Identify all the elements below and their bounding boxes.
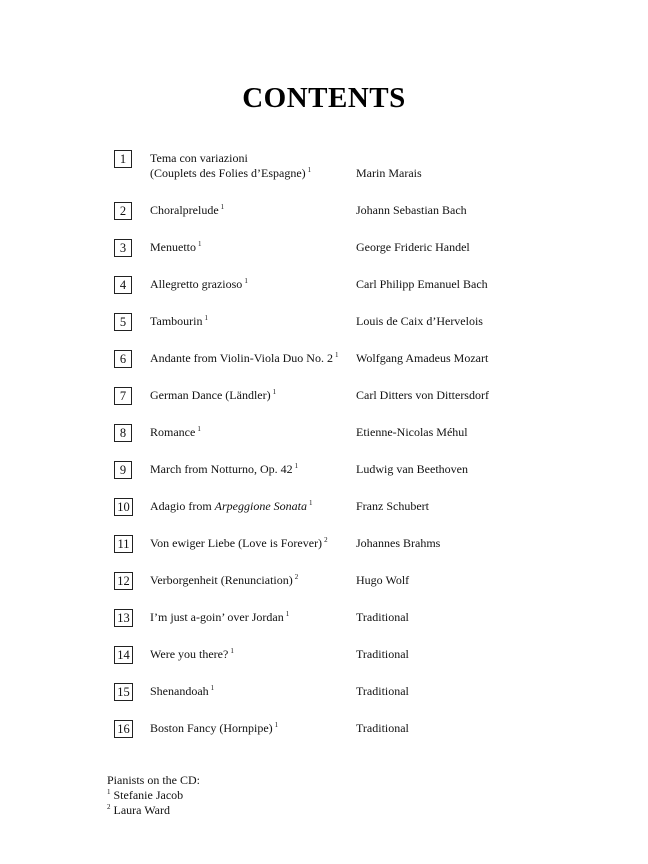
toc-entry xyxy=(114,237,614,274)
composer-name: Marin Marais xyxy=(356,166,422,180)
toc-entry xyxy=(114,385,614,422)
footnote-mark: 2 xyxy=(107,803,111,811)
toc-entry xyxy=(114,718,614,755)
work-title xyxy=(150,462,298,477)
toc-entry xyxy=(114,607,614,644)
work-title xyxy=(150,647,234,662)
composer-name: Ludwig van Beethoven xyxy=(356,462,468,476)
work-title-text: Andante from Violin-Viola Duo No. 2 xyxy=(150,351,333,365)
track-number: 4 xyxy=(114,276,132,294)
toc-entry xyxy=(114,200,614,237)
toc-entry xyxy=(114,681,614,718)
work-title-text: Shenandoah xyxy=(150,684,209,698)
contents-list xyxy=(114,148,614,755)
track-number: 8 xyxy=(114,424,132,442)
pianist-note: 1 xyxy=(204,314,208,322)
work-title-text: Were you there? xyxy=(150,647,229,661)
track-number: 6 xyxy=(114,350,132,368)
pianist-note: 1 xyxy=(285,610,290,618)
toc-entry xyxy=(114,311,614,348)
work-title-text: Von ewiger Liebe (Love is Forever) xyxy=(150,536,323,550)
work-title xyxy=(150,610,289,625)
work-title xyxy=(150,277,248,292)
track-number: 15 xyxy=(114,683,133,701)
work-title-italic: Arpeggione Sonata xyxy=(214,499,307,513)
work-title-line2: (Couplets des Folies d’Espagne) xyxy=(150,166,306,180)
footnote-item xyxy=(107,803,200,818)
pianist-note: 1 xyxy=(198,240,202,248)
work-title xyxy=(150,314,208,329)
track-number: 12 xyxy=(114,572,133,590)
pianist-note: 1 xyxy=(244,277,248,285)
work-title xyxy=(150,499,312,514)
work-title-prefix: Adagio from xyxy=(150,499,215,513)
toc-entry xyxy=(114,459,614,496)
composer-name: Carl Philipp Emanuel Bach xyxy=(356,277,488,291)
work-title xyxy=(150,721,278,736)
footnote-mark: 1 xyxy=(107,788,111,796)
composer-name: Carl Ditters von Dittersdorf xyxy=(356,388,489,402)
pianist-note: 1 xyxy=(220,203,225,211)
pianist-note: 1 xyxy=(334,351,339,359)
work-title xyxy=(150,573,298,588)
composer-name: Johann Sebastian Bach xyxy=(356,203,467,217)
toc-entry xyxy=(114,570,614,607)
track-number: 16 xyxy=(114,720,133,738)
composer-name: Traditional xyxy=(356,647,409,661)
track-number: 2 xyxy=(114,202,132,220)
composer-name: Traditional xyxy=(356,610,409,624)
pianist-note: 1 xyxy=(272,388,277,396)
work-title-text: Tambourin xyxy=(150,314,203,328)
footnote-item xyxy=(107,788,200,803)
track-number: 7 xyxy=(114,387,132,405)
pianist-note: 2 xyxy=(324,536,328,544)
pianist-name: Stefanie Jacob xyxy=(113,788,184,802)
work-title-text: I’m just a-goin’ over Jordan xyxy=(150,610,284,624)
pianist-note: 1 xyxy=(307,166,312,174)
work-title-text: German Dance (Ländler) xyxy=(150,388,271,402)
work-title xyxy=(150,684,214,699)
work-title-text: Menuetto xyxy=(150,240,196,254)
toc-entry xyxy=(114,496,614,533)
composer-name: Wolfgang Amadeus Mozart xyxy=(356,351,489,365)
pianist-note: 1 xyxy=(197,425,201,433)
work-title xyxy=(150,536,328,551)
track-number: 13 xyxy=(114,609,133,627)
pianist-name: Laura Ward xyxy=(113,803,170,817)
work-title-text: Boston Fancy (Hornpipe) xyxy=(150,721,273,735)
composer-name: Franz Schubert xyxy=(356,499,429,513)
footnotes-heading: Pianists on the CD: xyxy=(107,773,201,787)
composer-name: Hugo Wolf xyxy=(356,573,410,587)
work-title xyxy=(150,425,201,440)
page-title: CONTENTS xyxy=(242,82,406,114)
track-number: 11 xyxy=(114,535,133,553)
composer-name: Johannes Brahms xyxy=(356,536,441,550)
work-title xyxy=(150,388,276,403)
track-number: 9 xyxy=(114,461,132,479)
work-title-text: Romance xyxy=(150,425,196,439)
toc-entry xyxy=(114,348,614,385)
toc-entry xyxy=(114,533,614,570)
pianist-note: 1 xyxy=(274,721,279,729)
composer-name: Traditional xyxy=(356,721,409,735)
track-number: 5 xyxy=(114,313,132,331)
track-number: 14 xyxy=(114,646,133,664)
track-number: 3 xyxy=(114,239,132,257)
work-title xyxy=(150,351,338,366)
composer-name: Etienne-Nicolas Méhul xyxy=(356,425,468,439)
composer-name: Louis de Caix d’Hervelois xyxy=(356,314,483,328)
work-title-text: March from Notturno, Op. 42 xyxy=(150,462,293,476)
work-title-text: Allegretto grazioso xyxy=(150,277,243,291)
work-title-text: Choralprelude xyxy=(150,203,219,217)
composer-name: George Frideric Handel xyxy=(356,240,470,254)
work-title xyxy=(150,203,224,218)
pianist-footnotes xyxy=(107,773,200,818)
toc-entry xyxy=(114,274,614,311)
toc-entry xyxy=(114,422,614,459)
toc-entry xyxy=(114,148,614,200)
work-title xyxy=(150,240,202,255)
toc-entry xyxy=(114,644,614,681)
track-number: 10 xyxy=(114,498,133,516)
work-title-text: Verborgenheit (Renunciation) xyxy=(150,573,293,587)
pianist-note: 1 xyxy=(294,462,299,470)
composer-name: Traditional xyxy=(356,684,409,698)
pianist-note: 1 xyxy=(210,684,215,692)
work-title-line1: Tema con variazioni xyxy=(150,151,248,165)
pianist-note: 1 xyxy=(308,499,313,507)
track-number: 1 xyxy=(114,150,132,168)
pianist-note: 1 xyxy=(230,647,234,655)
pianist-note: 2 xyxy=(294,573,299,581)
work-title xyxy=(150,151,311,181)
